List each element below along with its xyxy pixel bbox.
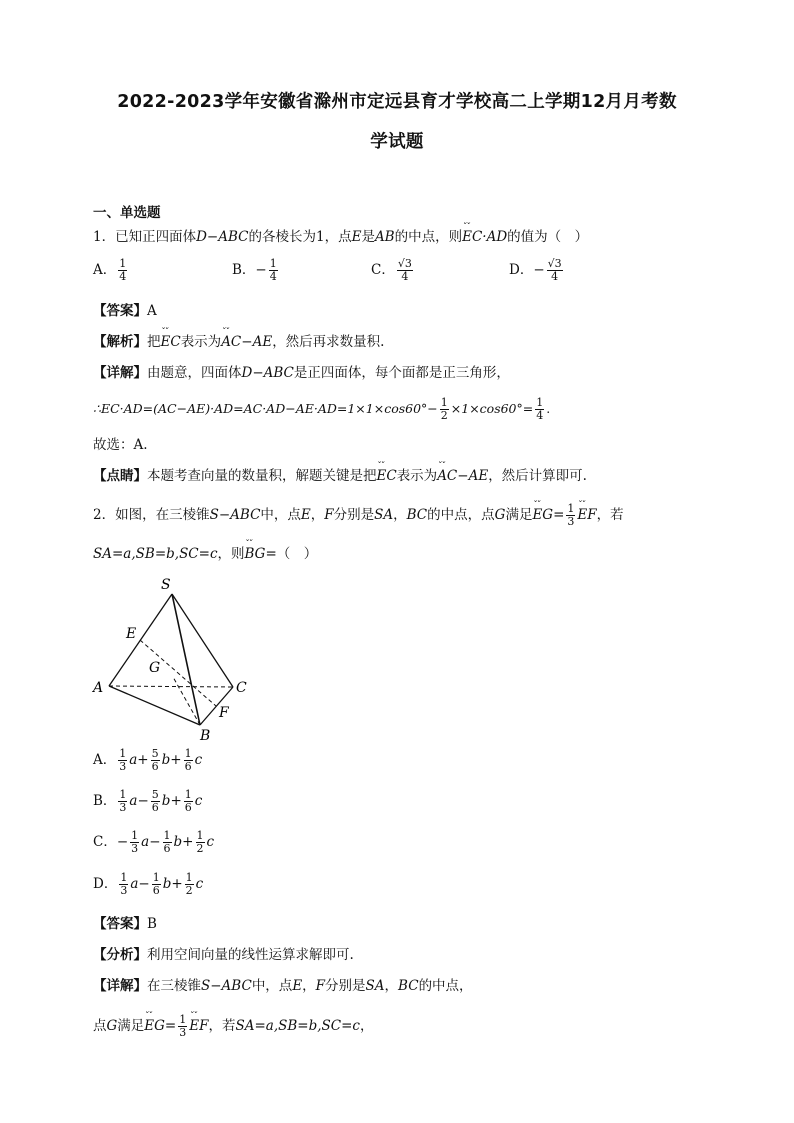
edge-AB xyxy=(109,686,200,725)
q2-option-b: B． $\frac{1}{3}$ a− $\frac{5}{6}$ b+ $\frac{1}{6}$ c xyxy=(93,788,203,814)
q2-stem: 2．如图，在三棱锥S−ABC中，点E，F分别是SA，BC的中点，点G满足ˇˇ EG= $\frac{1}{3}$ ˇˇ EF，若 xyxy=(93,503,624,528)
label-C: C xyxy=(236,680,247,696)
q1-option-c: C． $\frac{√3}{4}$ xyxy=(371,257,412,283)
segment-BG-hidden xyxy=(173,677,200,725)
label-A: A xyxy=(93,680,104,696)
q1-option-d: D．− $\frac{√3}{4}$ xyxy=(509,257,562,283)
q1-comment: 【点睛】本题考查向量的数量积，解题关键是把ˇˇ EC表示为ˇˇ AC−AE，然后计算即可. xyxy=(93,467,587,485)
label-S: S xyxy=(161,577,171,593)
label-F: F xyxy=(219,705,229,721)
edge-SB xyxy=(172,594,200,725)
label-E: E xyxy=(126,626,137,642)
label-B: B xyxy=(200,728,211,744)
q1-detail: 【详解】由题意，四面体D−ABC是正四面体，每个面都是正三角形， xyxy=(93,365,510,381)
q2-option-c: C．− $\frac{1}{3}$ a− $\frac{1}{6}$ b+ $\frac{1}{2}$ c xyxy=(93,829,215,855)
q2-analysis: 【分析】利用空间向量的线性运算求解即可. xyxy=(93,947,354,963)
q2-detail-line2: 点G满足ˇˇ EG= $\frac{1}{3}$ ˇˇ EF，若SA=a,SB=b,SC=c， xyxy=(93,1014,374,1039)
q1-choice: 故选：A. xyxy=(93,437,148,453)
q2-detail: 【详解】在三棱锥S−ABC中，点E，F分别是SA，BC的中点， xyxy=(93,978,473,994)
q1-calculation: ∴EC·AD=(AC−AE)·AD=AC·AD−AE·AD=1×1×cos60°− $\frac{1}{2}$ ×1×cos60°= $\frac{1}{4}$ . xyxy=(93,396,551,422)
q1-analysis: 【解析】把ˇˇ EC表示为ˇˇ AC−AE，然后再求数量积. xyxy=(93,333,384,351)
tetrahedron-figure xyxy=(88,572,258,744)
document-title-line2: 学试题 xyxy=(370,132,424,152)
edge-AC-hidden xyxy=(109,686,233,687)
label-G: G xyxy=(149,660,161,676)
q1-option-a: A． $\frac{1}{4}$ xyxy=(93,257,127,283)
q2-option-d: D． $\frac{1}{3}$ a− $\frac{1}{6}$ b+ $\frac{1}{2}$ c xyxy=(93,871,204,897)
q2-stem-line2: SA=a,SB=b,SC=c，则ˇˇ BG=（ ） xyxy=(93,545,317,563)
q1-answer: 【答案】A xyxy=(93,303,157,319)
document-title-line1: 2022-2023学年安徽省滁州市定远县育才学校高二上学期12月月考数 xyxy=(117,92,677,112)
section-heading: 一、单选题 xyxy=(93,205,161,221)
q2-answer: 【答案】B xyxy=(93,916,157,932)
q1-option-b: B．− $\frac{1}{4}$ xyxy=(232,257,277,283)
q1-stem: 1．已知正四面体D−ABC的各棱长为1，点E是AB的中点，则ˇˇ EC·AD的值为（ ） xyxy=(93,228,588,246)
q2-option-a: A． $\frac{1}{3}$ a+ $\frac{5}{6}$ b+ $\frac{1}{6}$ c xyxy=(93,747,203,773)
